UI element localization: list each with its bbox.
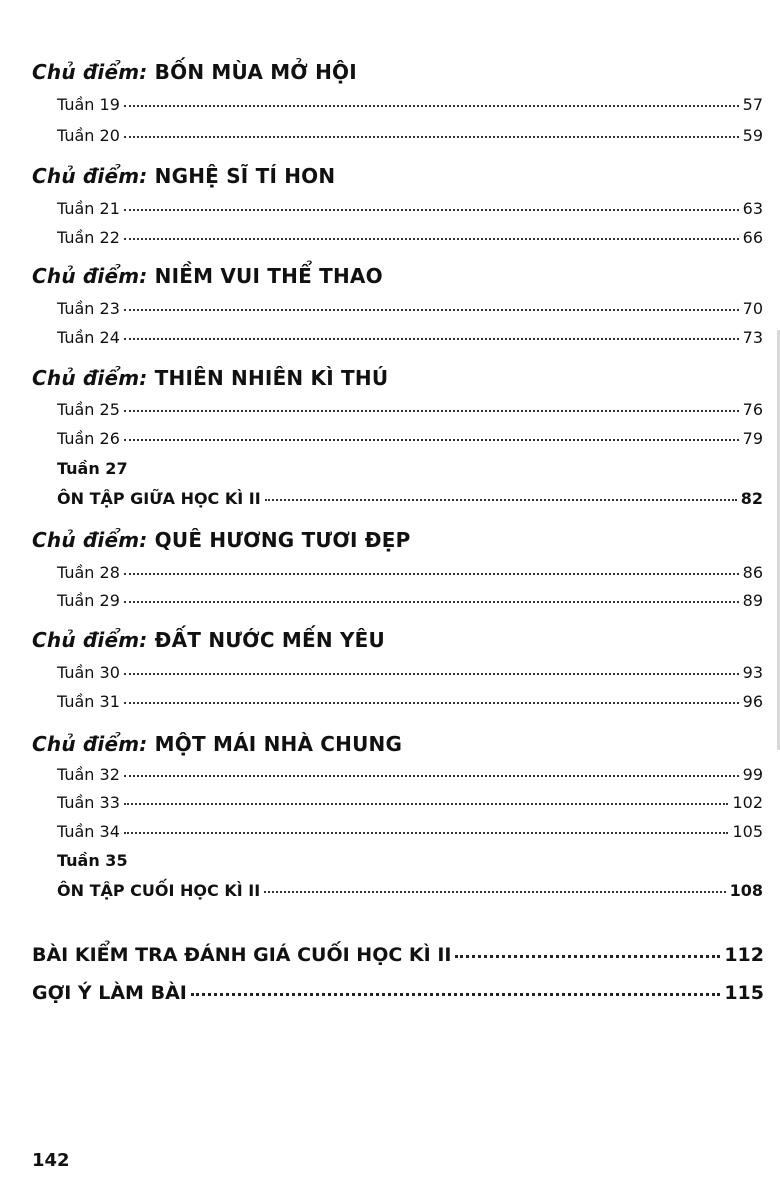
dot-leader (124, 410, 739, 412)
review-entry[interactable] (57, 489, 763, 508)
section-prefix: Chủ điểm: (32, 366, 148, 390)
section-title (32, 366, 388, 390)
week-entry[interactable] (57, 328, 763, 347)
page-ref: 108 (729, 881, 763, 900)
week-entry[interactable] (57, 126, 763, 145)
dot-leader (264, 891, 725, 893)
week-label: Tuần 26 (57, 429, 120, 448)
section-prefix: Chủ điểm: (32, 164, 148, 188)
week-label: Tuần 21 (57, 199, 120, 218)
review-label: ÔN TẬP CUỐI HỌC KÌ II (57, 881, 261, 900)
page-ref: 89 (742, 591, 763, 610)
dot-leader (124, 439, 739, 441)
week-label: Tuần 34 (57, 822, 120, 841)
week-entry[interactable] (57, 228, 763, 247)
page-number: 142 (32, 1150, 70, 1171)
section-name: MỘT MÁI NHÀ CHUNG (154, 732, 403, 756)
week-entry[interactable] (57, 692, 763, 711)
section-name: NGHỆ SĨ TÍ HON (154, 164, 336, 188)
week-entry[interactable] (57, 765, 763, 784)
dot-leader (124, 338, 739, 340)
dot-leader (191, 993, 720, 996)
page-ref: 93 (742, 663, 763, 682)
dot-leader (124, 601, 739, 603)
dot-leader (124, 775, 739, 777)
section-name: QUÊ HƯƠNG TƯƠI ĐẸP (154, 528, 411, 552)
dot-leader (124, 209, 739, 211)
dot-leader (124, 832, 729, 834)
week-label: Tuần 31 (57, 692, 120, 711)
week-entry[interactable] (57, 429, 763, 448)
final-exam-entry[interactable] (32, 944, 764, 966)
section-title (32, 60, 357, 84)
dot-leader (124, 309, 739, 311)
week-label: Tuần 30 (57, 663, 120, 682)
section-name: ĐẤT NƯỚC MẾN YÊU (154, 628, 385, 652)
dot-leader (124, 238, 739, 240)
dot-leader (455, 955, 720, 958)
page-ref: 57 (742, 95, 763, 114)
final-exam-label: BÀI KIỂM TRA ĐÁNH GIÁ CUỐI HỌC KÌ II (32, 944, 452, 966)
review-entry[interactable] (57, 881, 763, 900)
page-ref: 63 (742, 199, 763, 218)
week-label: Tuần 25 (57, 400, 120, 419)
hints-entry[interactable] (32, 982, 764, 1004)
dot-leader (124, 673, 739, 675)
review-week-heading: Tuần 27 (57, 459, 128, 478)
section-prefix: Chủ điểm: (32, 528, 148, 552)
dot-leader (124, 702, 739, 704)
week-label: Tuần 24 (57, 328, 120, 347)
section-prefix: Chủ điểm: (32, 60, 148, 84)
week-entry[interactable] (57, 663, 763, 682)
dot-leader (265, 499, 737, 501)
dot-leader (124, 803, 729, 805)
page-ref: 105 (732, 822, 763, 841)
week-entry[interactable] (57, 400, 763, 419)
week-label: Tuần 22 (57, 228, 120, 247)
week-label: Tuần 28 (57, 563, 120, 582)
review-label: ÔN TẬP GIỮA HỌC KÌ II (57, 489, 261, 508)
section-title (32, 628, 385, 652)
week-entry[interactable] (57, 591, 763, 610)
section-title (32, 264, 383, 288)
week-label: Tuần 29 (57, 591, 120, 610)
hints-label: GỢI Ý LÀM BÀI (32, 982, 187, 1004)
section-name: NIỀM VUI THỂ THAO (154, 264, 383, 288)
week-entry[interactable] (57, 95, 763, 114)
dot-leader (124, 136, 739, 138)
section-name: BỐN MÙA MỞ HỘI (154, 60, 357, 84)
section-title (32, 528, 410, 552)
page-ref: 66 (742, 228, 763, 247)
dot-leader (124, 573, 739, 575)
week-entry[interactable] (57, 563, 763, 582)
section-title (32, 164, 335, 188)
page-ref: 82 (740, 489, 763, 508)
page-ref: 59 (742, 126, 763, 145)
page-ref: 79 (742, 429, 763, 448)
review-week-heading: Tuần 35 (57, 851, 128, 870)
page-ref: 70 (742, 299, 763, 318)
page-ref: 112 (724, 944, 764, 966)
section-title (32, 732, 402, 756)
week-label: Tuần 32 (57, 765, 120, 784)
page-ref: 96 (742, 692, 763, 711)
week-label: Tuần 20 (57, 126, 120, 145)
week-entry[interactable] (57, 793, 763, 812)
section-name: THIÊN NHIÊN KÌ THÚ (154, 366, 389, 390)
week-label: Tuần 19 (57, 95, 120, 114)
page-ref: 102 (732, 793, 763, 812)
page-ref: 99 (742, 765, 763, 784)
page-ref: 73 (742, 328, 763, 347)
week-entry[interactable] (57, 299, 763, 318)
week-label: Tuần 23 (57, 299, 120, 318)
page-ref: 86 (742, 563, 763, 582)
page-ref: 76 (742, 400, 763, 419)
section-prefix: Chủ điểm: (32, 264, 148, 288)
dot-leader (124, 105, 739, 107)
week-label: Tuần 33 (57, 793, 120, 812)
section-prefix: Chủ điểm: (32, 628, 148, 652)
week-entry[interactable] (57, 199, 763, 218)
page-ref: 115 (724, 982, 764, 1004)
section-prefix: Chủ điểm: (32, 732, 148, 756)
week-entry[interactable] (57, 822, 763, 841)
